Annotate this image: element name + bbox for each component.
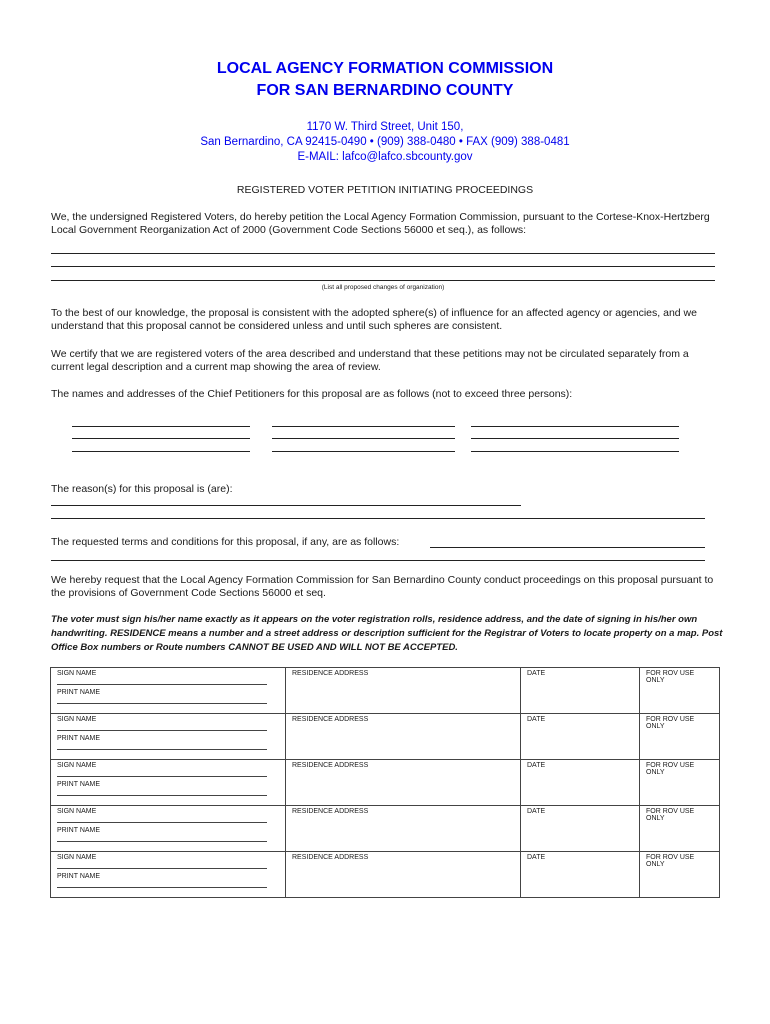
residence-label: RESIDENCE ADDRESS bbox=[292, 808, 369, 815]
sign-cell[interactable] bbox=[51, 668, 286, 714]
terms-label: The requested terms and conditions for this proposal, if any, are as follows: bbox=[51, 536, 400, 548]
date-label: DATE bbox=[527, 716, 546, 723]
signature-row bbox=[51, 760, 720, 806]
reasons-line-1[interactable] bbox=[51, 505, 521, 506]
print-name-label: PRINT NAME bbox=[57, 735, 101, 742]
residence-label: RESIDENCE ADDRESS bbox=[292, 854, 369, 861]
sign-name-line[interactable] bbox=[57, 861, 267, 869]
petitioner-2-line-3[interactable] bbox=[272, 451, 455, 452]
date-label: DATE bbox=[527, 808, 546, 815]
changes-line-3[interactable] bbox=[51, 280, 715, 281]
date-label: DATE bbox=[527, 854, 546, 861]
reasons-line-2[interactable] bbox=[51, 518, 705, 519]
signature-row bbox=[51, 806, 720, 852]
changes-line-2[interactable] bbox=[51, 266, 715, 267]
consistency-paragraph: To the best of our knowledge, the proposal is consistent with the adopted sphere(s) of influence for an affected agency or agencies, and we understand that this proposal cannot be considered unless and until such spheres are consistent. bbox=[51, 307, 697, 332]
sign-name-label: SIGN NAME bbox=[57, 854, 97, 861]
signature-row bbox=[51, 668, 720, 714]
request-paragraph: We hereby request that the Local Agency Formation Commission for San Bernardino County conduct proceedings on this proposal pursuant to the provisions of Government Code Sections 56000 et seq. bbox=[51, 574, 714, 599]
date-cell[interactable] bbox=[521, 668, 640, 714]
print-name-line[interactable] bbox=[57, 788, 267, 796]
rov-label: FOR ROV USE ONLY bbox=[646, 808, 695, 822]
sign-cell[interactable] bbox=[51, 852, 286, 898]
residence-label: RESIDENCE ADDRESS bbox=[292, 716, 369, 723]
sign-cell[interactable] bbox=[51, 806, 286, 852]
chief-petitioners-paragraph: The names and addresses of the Chief Petitioners for this proposal are as follows (not to exceed three persons): bbox=[51, 388, 573, 400]
date-label: DATE bbox=[527, 670, 546, 677]
terms-line-1[interactable] bbox=[430, 547, 705, 548]
print-name-label: PRINT NAME bbox=[57, 689, 101, 696]
sign-name-line[interactable] bbox=[57, 723, 267, 731]
date-cell[interactable] bbox=[521, 852, 640, 898]
rov-cell bbox=[640, 668, 720, 714]
date-cell[interactable] bbox=[521, 714, 640, 760]
residence-cell[interactable] bbox=[286, 852, 521, 898]
print-name-line[interactable] bbox=[57, 696, 267, 704]
address-line-1: 1170 W. Third Street, Unit 150, bbox=[306, 121, 464, 133]
petitioner-3-line-3[interactable] bbox=[471, 451, 679, 452]
address-line-2: San Bernardino, CA 92415-0490 • (909) 388-0480 • FAX (909) 388-0481 bbox=[200, 136, 570, 148]
residence-cell[interactable] bbox=[286, 806, 521, 852]
sign-cell[interactable] bbox=[51, 760, 286, 806]
reasons-label: The reason(s) for this proposal is (are): bbox=[51, 483, 233, 495]
sign-cell[interactable] bbox=[51, 714, 286, 760]
title-line-2: FOR SAN BERNARDINO COUNTY bbox=[256, 82, 514, 99]
rov-cell bbox=[640, 852, 720, 898]
changes-caption: (List all proposed changes of organization) bbox=[321, 284, 445, 291]
sign-name-line[interactable] bbox=[57, 769, 267, 777]
sign-name-line[interactable] bbox=[57, 677, 267, 685]
rov-label: FOR ROV USE ONLY bbox=[646, 762, 695, 776]
petitioner-1-line-1[interactable] bbox=[72, 426, 250, 427]
title-line-1: LOCAL AGENCY FORMATION COMMISSION bbox=[216, 60, 554, 77]
date-cell[interactable] bbox=[521, 806, 640, 852]
residence-label: RESIDENCE ADDRESS bbox=[292, 670, 369, 677]
print-name-line[interactable] bbox=[57, 834, 267, 842]
date-label: DATE bbox=[527, 762, 546, 769]
date-cell[interactable] bbox=[521, 760, 640, 806]
form-heading: REGISTERED VOTER PETITION INITIATING PROCEEDINGS bbox=[236, 184, 534, 196]
petitioner-1-line-3[interactable] bbox=[72, 451, 250, 452]
terms-line-2[interactable] bbox=[51, 560, 705, 561]
residence-label: RESIDENCE ADDRESS bbox=[292, 762, 369, 769]
petitioner-3-line-2[interactable] bbox=[471, 438, 679, 439]
petitioner-1-line-2[interactable] bbox=[72, 438, 250, 439]
rov-label: FOR ROV USE ONLY bbox=[646, 854, 695, 868]
residence-cell[interactable] bbox=[286, 760, 521, 806]
signature-row bbox=[51, 852, 720, 898]
rov-cell bbox=[640, 714, 720, 760]
sign-name-label: SIGN NAME bbox=[57, 762, 97, 769]
sign-name-line[interactable] bbox=[57, 815, 267, 823]
petitioner-2-line-2[interactable] bbox=[272, 438, 455, 439]
print-name-line[interactable] bbox=[57, 742, 267, 750]
email-line: E-MAIL: lafco@lafco.sbcounty.gov bbox=[297, 151, 473, 163]
print-name-label: PRINT NAME bbox=[57, 781, 101, 788]
rov-label: FOR ROV USE ONLY bbox=[646, 670, 695, 684]
rov-label: FOR ROV USE ONLY bbox=[646, 716, 695, 730]
residence-cell[interactable] bbox=[286, 714, 521, 760]
rov-cell bbox=[640, 760, 720, 806]
signature-table bbox=[50, 667, 720, 898]
sign-name-label: SIGN NAME bbox=[57, 670, 97, 677]
petitioner-3-line-1[interactable] bbox=[471, 426, 679, 427]
print-name-label: PRINT NAME bbox=[57, 873, 101, 880]
intro-paragraph: We, the undersigned Registered Voters, do hereby petition the Local Agency Formation Commission, pursuant to the Cortese-Knox-Hertzberg Local Government Reorganization Act of 2000 (Government Code Sections 56000 et seq.), as follows: bbox=[51, 211, 710, 236]
residence-cell[interactable] bbox=[286, 668, 521, 714]
signature-row bbox=[51, 714, 720, 760]
print-name-line[interactable] bbox=[57, 880, 267, 888]
petitioner-2-line-1[interactable] bbox=[272, 426, 455, 427]
voter-notice: The voter must sign his/her name exactly as it appears on the voter registration rolls, residence address, and the date of signing in his/her own handwriting. RESIDENCE means a number and a street address or description sufficient for the Registrar of Voters to locate property on a map. Post Office Box numbers or Route numbers CANNOT BE USED AND WILL NOT BE ACCEPTED. bbox=[51, 614, 723, 653]
rov-cell bbox=[640, 806, 720, 852]
print-name-label: PRINT NAME bbox=[57, 827, 101, 834]
sign-name-label: SIGN NAME bbox=[57, 716, 97, 723]
sign-name-label: SIGN NAME bbox=[57, 808, 97, 815]
certify-paragraph: We certify that we are registered voters of the area described and understand that these petitions may not be circulated separately from a current legal description and a current map showing the area of review. bbox=[51, 348, 689, 373]
changes-line-1[interactable] bbox=[51, 253, 715, 254]
